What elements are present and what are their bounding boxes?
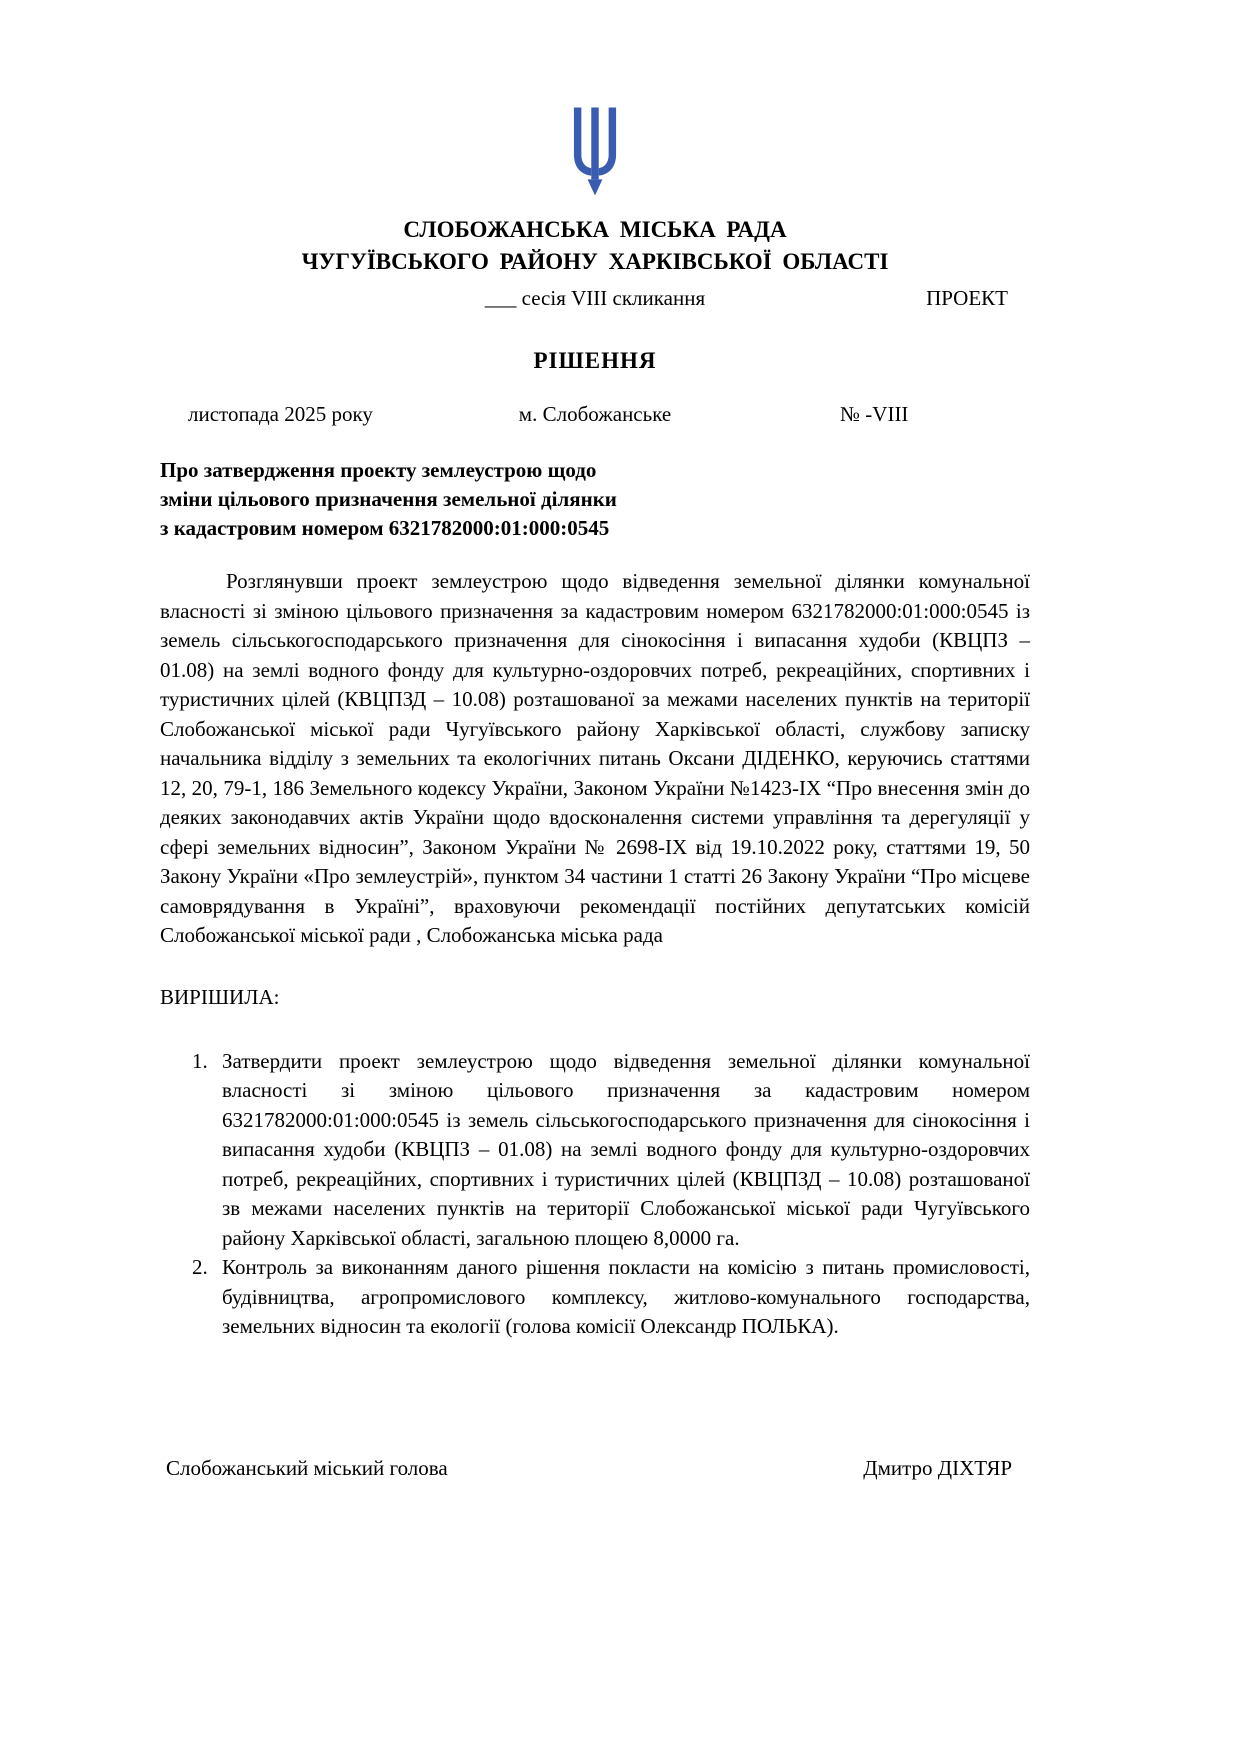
trident-icon <box>564 104 626 199</box>
project-label: ПРОЕКТ <box>926 286 1008 310</box>
item-number: 1. <box>192 1048 208 1073</box>
session-row <box>160 284 1030 312</box>
preamble-paragraph: Розглянувши проект землеустрою щодо відведення земельної ділянки комунальної власності зі зміною цільового призначення за кадастровим номером 6321782000:01:000:0545 із земель сільськогосподарського призначення для сінокосіння і випасання худоби (КВЦПЗ – 01.08) на землі водного фонду для культурно-оздоровчих потреб, рекреаційних, спортивних і туристичних цілей (КВЦПЗД – 10.08) розташованої за межами населених пунктів на території Слобожанської міської ради Чугуївського району Харківської області, службову записку начальника відділу з земельних та екологічних питань Оксани ДІДЕНКО, керуючись статтями 12, 20, 79-1, 186 Земельного кодексу України, Законом України №1423-ІХ “Про внесення змін до деяких законодавчих актів України щодо вдосконалення системи управління та дерегуляції у сфері земельних відносин”, Законом України № 2698-ІХ від 19.10.2022 року, статтями 19, 50 Закону України «Про землеустрій», пунктом 34 частини 1 статті 26 Закону України “Про місцеве самоврядування в Україні”, враховуючи рекомендації постійних депутатських комісій Слобожанської міської ради , Слобожанська міська рада <box>160 569 1030 947</box>
subject-line-3: з кадастровим номером 6321782000:01:000:0545 <box>160 516 610 540</box>
subject-heading <box>160 456 1030 543</box>
council-name: СЛОБОЖАНСЬКА МІСЬКА РАДА <box>403 217 787 242</box>
ukraine-trident-emblem <box>160 104 1030 204</box>
item-text: Контроль за виконанням даного рішення покласти на комісію з питань промисловості, будівництва, агропромислового комплексу, житлово-комунального господарства, земельних відносин та екології (голова комісії Олександр ПОЛЬКА). <box>222 1255 1030 1338</box>
item-text: Затвердити проект землеустрою щодо відведення земельної ділянки комунальної власності зі зміною цільового призначення за кадастровим номером 6321782000:01:000:0545 із земель сільськогосподарського призначення для сінокосіння і випасання худоби (КВЦПЗ – 01.08) на землі водного фонду для культурно-оздоровчих потреб, рекреаційних, спортивних і туристичних цілей (КВЦПЗД – 10.08) розташованої зв межами населених пунктів на території Слобожанської міської ради Чугуївського району Харківської області, загальною площею 8,0000 га. <box>222 1048 1030 1250</box>
signature-row <box>160 1454 1030 1482</box>
signature-title: Слобожанський міський голова <box>166 1455 448 1480</box>
session-line: ___ сесія VIII скликання <box>484 286 706 310</box>
document-date: листопада 2025 року <box>188 402 373 426</box>
subject-line-2: зміни цільового призначення земельної ділянки <box>160 487 617 511</box>
subject-line-1: Про затвердження проекту землеустрою щодо <box>160 458 597 482</box>
district-name: ЧУГУЇВСЬКОГО РАЙОНУ ХАРКІВСЬКОЇ ОБЛАСТІ <box>301 249 889 274</box>
date-row <box>160 402 1030 430</box>
decision-title: РІШЕННЯ <box>533 348 657 373</box>
resolution-list <box>160 1047 1030 1342</box>
resolution-item <box>192 1253 1030 1342</box>
document-number: № -VIII <box>840 402 909 426</box>
resolution-item <box>192 1047 1030 1254</box>
resolved-label: ВИРІШИЛА: <box>160 984 280 1009</box>
document-place: м. Слобожанське <box>518 402 672 426</box>
signature-name: Дмитро ДІХТЯР <box>863 1455 1012 1480</box>
item-number: 2. <box>192 1255 208 1279</box>
